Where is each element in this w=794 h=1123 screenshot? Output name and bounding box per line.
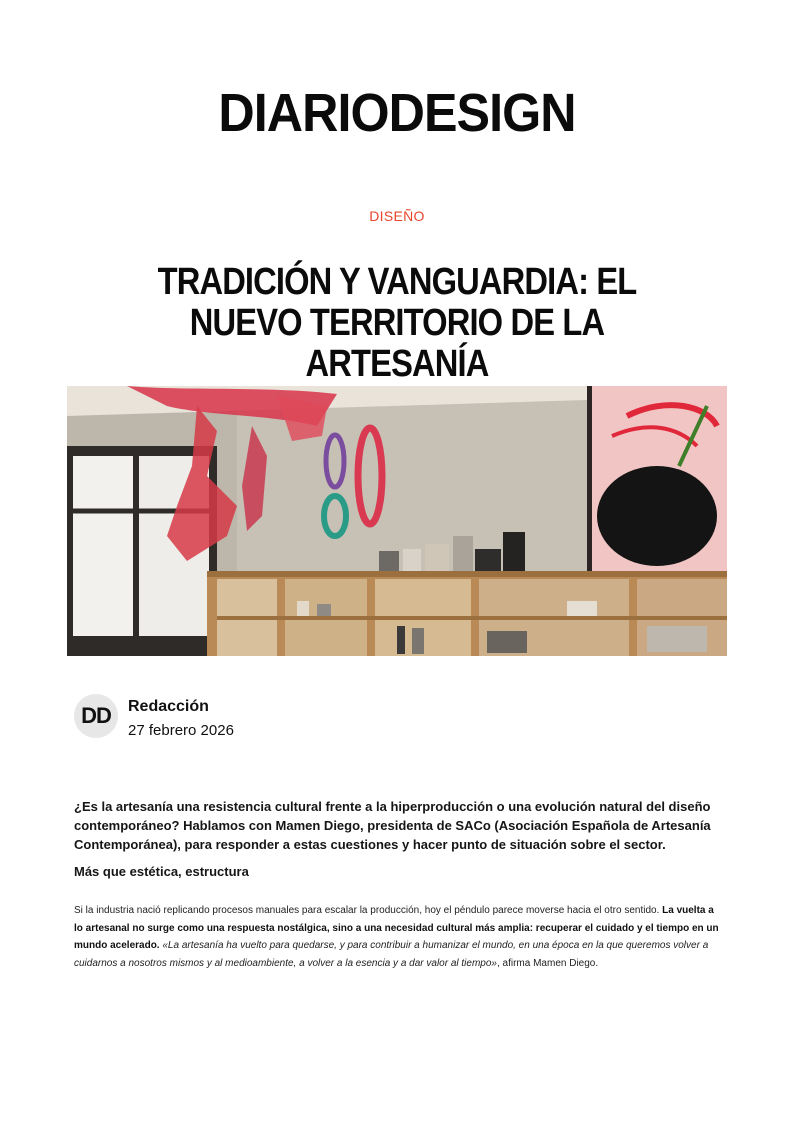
article-title: TRADICIÓN Y VANGUARDIA: EL NUEVO TERRITORIO DE LA ARTESANÍA bbox=[157, 261, 637, 386]
article-category[interactable]: DISEÑO bbox=[369, 208, 425, 224]
article-paragraph bbox=[74, 902, 724, 972]
author-avatar[interactable]: DD bbox=[74, 694, 118, 738]
hero-image bbox=[67, 386, 727, 656]
section-heading: Más que estética, estructura bbox=[74, 864, 249, 879]
author-name[interactable]: Redacción bbox=[128, 698, 209, 715]
paragraph-quote: «La artesanía ha vuelto para quedarse, y para contribuir a humanizar el mundo, en una época en la que queremos volver a cuidarnos a nosotros mismos y al medioambiente, a volver a la esencia y a dar valor al tiempo» bbox=[74, 940, 709, 969]
article-intro: ¿Es la artesanía una resistencia cultural frente a la hiperproducción o una evolución natural del diseño contemporáneo? Hablamos con Mamen Diego, presidenta de SACo (Asociación Española de Artesanía Contemporánea), para responder a estas cuestiones y hacer punto de situación sobre el sector. bbox=[74, 799, 711, 852]
hero-image-illustration bbox=[67, 386, 727, 656]
site-logo[interactable]: DIARIODESIGN bbox=[218, 83, 576, 143]
paragraph-attribution: , afirma Mamen Diego. bbox=[496, 957, 599, 969]
paragraph-bold-text: La vuelta a lo artesanal no surge como una respuesta nostálgica, sino a una necesidad cultural más amplia: recuperar el cuidado y el tiempo en un mundo acelerado. bbox=[74, 905, 719, 951]
publish-date: 27 febrero 2026 bbox=[128, 722, 234, 739]
paragraph-text: Si la industria nació replicando procesos manuales para escalar la producción, hoy el péndulo parece moverse hacia el otro sentido. bbox=[74, 905, 663, 916]
